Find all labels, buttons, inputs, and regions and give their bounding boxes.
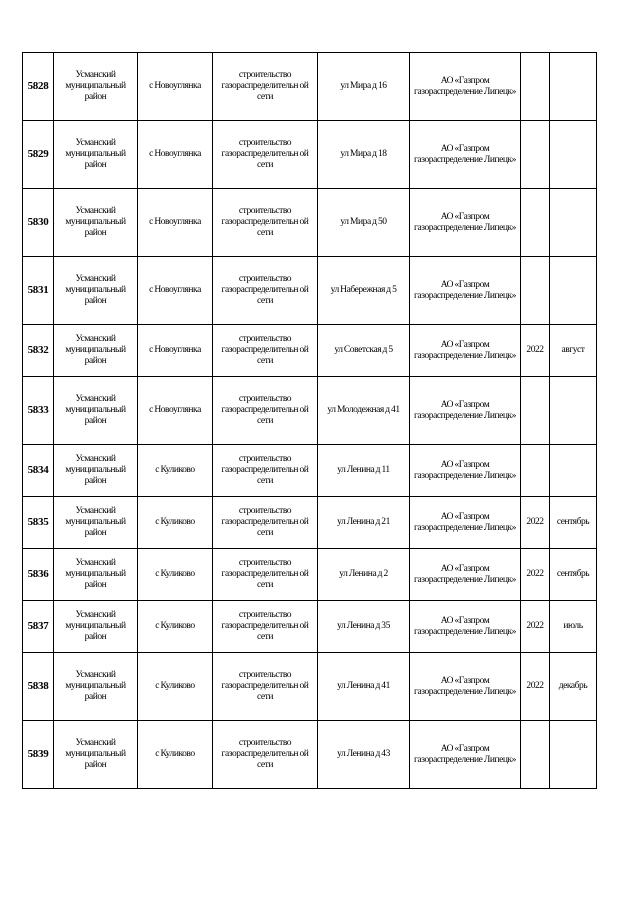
village-cell: с Новоуглянка <box>138 257 213 325</box>
district-cell: Усманский муниципальный район <box>54 445 138 497</box>
month-cell <box>550 189 597 257</box>
year-cell: 2022 <box>521 549 550 601</box>
table-row <box>23 257 597 325</box>
work-type-cell: строительство газораспределительн ой сети <box>213 445 318 497</box>
table-row <box>23 497 597 549</box>
village-cell: с Новоуглянка <box>138 377 213 445</box>
organization-cell: АО «Газпром газораспределение Липецк» <box>410 325 521 377</box>
row-number: 5836 <box>23 549 54 601</box>
address-cell: ул Ленина д 21 <box>318 497 410 549</box>
table-row <box>23 445 597 497</box>
address-cell: ул Ленина д 41 <box>318 653 410 721</box>
year-cell: 2022 <box>521 601 550 653</box>
village-cell: с Новоуглянка <box>138 121 213 189</box>
address-cell: ул Набережная д 5 <box>318 257 410 325</box>
village-cell: с Куликово <box>138 653 213 721</box>
document-page <box>22 52 596 789</box>
village-cell: с Новоуглянка <box>138 189 213 257</box>
month-cell: август <box>550 325 597 377</box>
month-cell <box>550 721 597 789</box>
row-number: 5833 <box>23 377 54 445</box>
year-cell <box>521 445 550 497</box>
district-cell: Усманский муниципальный район <box>54 601 138 653</box>
month-cell: июль <box>550 601 597 653</box>
work-type-cell: строительство газораспределительн ой сети <box>213 325 318 377</box>
month-cell <box>550 377 597 445</box>
organization-cell: АО «Газпром газораспределение Липецк» <box>410 549 521 601</box>
address-cell: ул Мира д 16 <box>318 53 410 121</box>
row-number: 5839 <box>23 721 54 789</box>
district-cell: Усманский муниципальный район <box>54 377 138 445</box>
row-number: 5835 <box>23 497 54 549</box>
year-cell: 2022 <box>521 653 550 721</box>
address-cell: ул Советская д 5 <box>318 325 410 377</box>
district-cell: Усманский муниципальный район <box>54 653 138 721</box>
work-type-cell: строительство газораспределительн ой сети <box>213 653 318 721</box>
organization-cell: АО «Газпром газораспределение Липецк» <box>410 653 521 721</box>
gasification-table <box>22 52 597 789</box>
organization-cell: АО «Газпром газораспределение Липецк» <box>410 53 521 121</box>
work-type-cell: строительство газораспределительн ой сети <box>213 497 318 549</box>
address-cell: ул Ленина д 2 <box>318 549 410 601</box>
year-cell <box>521 721 550 789</box>
row-number: 5834 <box>23 445 54 497</box>
month-cell: декабрь <box>550 653 597 721</box>
organization-cell: АО «Газпром газораспределение Липецк» <box>410 721 521 789</box>
district-cell: Усманский муниципальный район <box>54 257 138 325</box>
organization-cell: АО «Газпром газораспределение Липецк» <box>410 189 521 257</box>
month-cell <box>550 121 597 189</box>
address-cell: ул Мира д 18 <box>318 121 410 189</box>
year-cell <box>521 53 550 121</box>
year-cell <box>521 189 550 257</box>
work-type-cell: строительство газораспределительн ой сети <box>213 721 318 789</box>
month-cell: сентябрь <box>550 497 597 549</box>
work-type-cell: строительство газораспределительн ой сети <box>213 377 318 445</box>
village-cell: с Куликово <box>138 721 213 789</box>
address-cell: ул Мира д 50 <box>318 189 410 257</box>
table-row <box>23 549 597 601</box>
organization-cell: АО «Газпром газораспределение Липецк» <box>410 377 521 445</box>
table-row <box>23 189 597 257</box>
month-cell <box>550 445 597 497</box>
work-type-cell: строительство газораспределительн ой сети <box>213 189 318 257</box>
address-cell: ул Ленина д 11 <box>318 445 410 497</box>
row-number: 5838 <box>23 653 54 721</box>
district-cell: Усманский муниципальный район <box>54 497 138 549</box>
row-number: 5831 <box>23 257 54 325</box>
year-cell <box>521 377 550 445</box>
village-cell: с Куликово <box>138 601 213 653</box>
address-cell: ул Ленина д 35 <box>318 601 410 653</box>
month-cell <box>550 53 597 121</box>
table-row <box>23 121 597 189</box>
village-cell: с Куликово <box>138 445 213 497</box>
district-cell: Усманский муниципальный район <box>54 325 138 377</box>
table-row <box>23 325 597 377</box>
district-cell: Усманский муниципальный район <box>54 549 138 601</box>
organization-cell: АО «Газпром газораспределение Липецк» <box>410 497 521 549</box>
month-cell <box>550 257 597 325</box>
district-cell: Усманский муниципальный район <box>54 121 138 189</box>
district-cell: Усманский муниципальный район <box>54 53 138 121</box>
organization-cell: АО «Газпром газораспределение Липецк» <box>410 121 521 189</box>
district-cell: Усманский муниципальный район <box>54 189 138 257</box>
table-body <box>23 53 597 789</box>
village-cell: с Новоуглянка <box>138 53 213 121</box>
work-type-cell: строительство газораспределительн ой сети <box>213 53 318 121</box>
table-row <box>23 601 597 653</box>
village-cell: с Куликово <box>138 497 213 549</box>
table-row <box>23 721 597 789</box>
year-cell: 2022 <box>521 497 550 549</box>
work-type-cell: строительство газораспределительн ой сети <box>213 601 318 653</box>
organization-cell: АО «Газпром газораспределение Липецк» <box>410 601 521 653</box>
table-row <box>23 53 597 121</box>
work-type-cell: строительство газораспределительн ой сети <box>213 121 318 189</box>
district-cell: Усманский муниципальный район <box>54 721 138 789</box>
year-cell: 2022 <box>521 325 550 377</box>
row-number: 5830 <box>23 189 54 257</box>
year-cell <box>521 121 550 189</box>
work-type-cell: строительство газораспределительн ой сети <box>213 549 318 601</box>
address-cell: ул Ленина д 43 <box>318 721 410 789</box>
organization-cell: АО «Газпром газораспределение Липецк» <box>410 445 521 497</box>
village-cell: с Новоуглянка <box>138 325 213 377</box>
month-cell: сентябрь <box>550 549 597 601</box>
table-row <box>23 653 597 721</box>
address-cell: ул Молодежная д 41 <box>318 377 410 445</box>
row-number: 5837 <box>23 601 54 653</box>
row-number: 5832 <box>23 325 54 377</box>
year-cell <box>521 257 550 325</box>
table-row <box>23 377 597 445</box>
row-number: 5829 <box>23 121 54 189</box>
row-number: 5828 <box>23 53 54 121</box>
village-cell: с Куликово <box>138 549 213 601</box>
work-type-cell: строительство газораспределительн ой сети <box>213 257 318 325</box>
organization-cell: АО «Газпром газораспределение Липецк» <box>410 257 521 325</box>
